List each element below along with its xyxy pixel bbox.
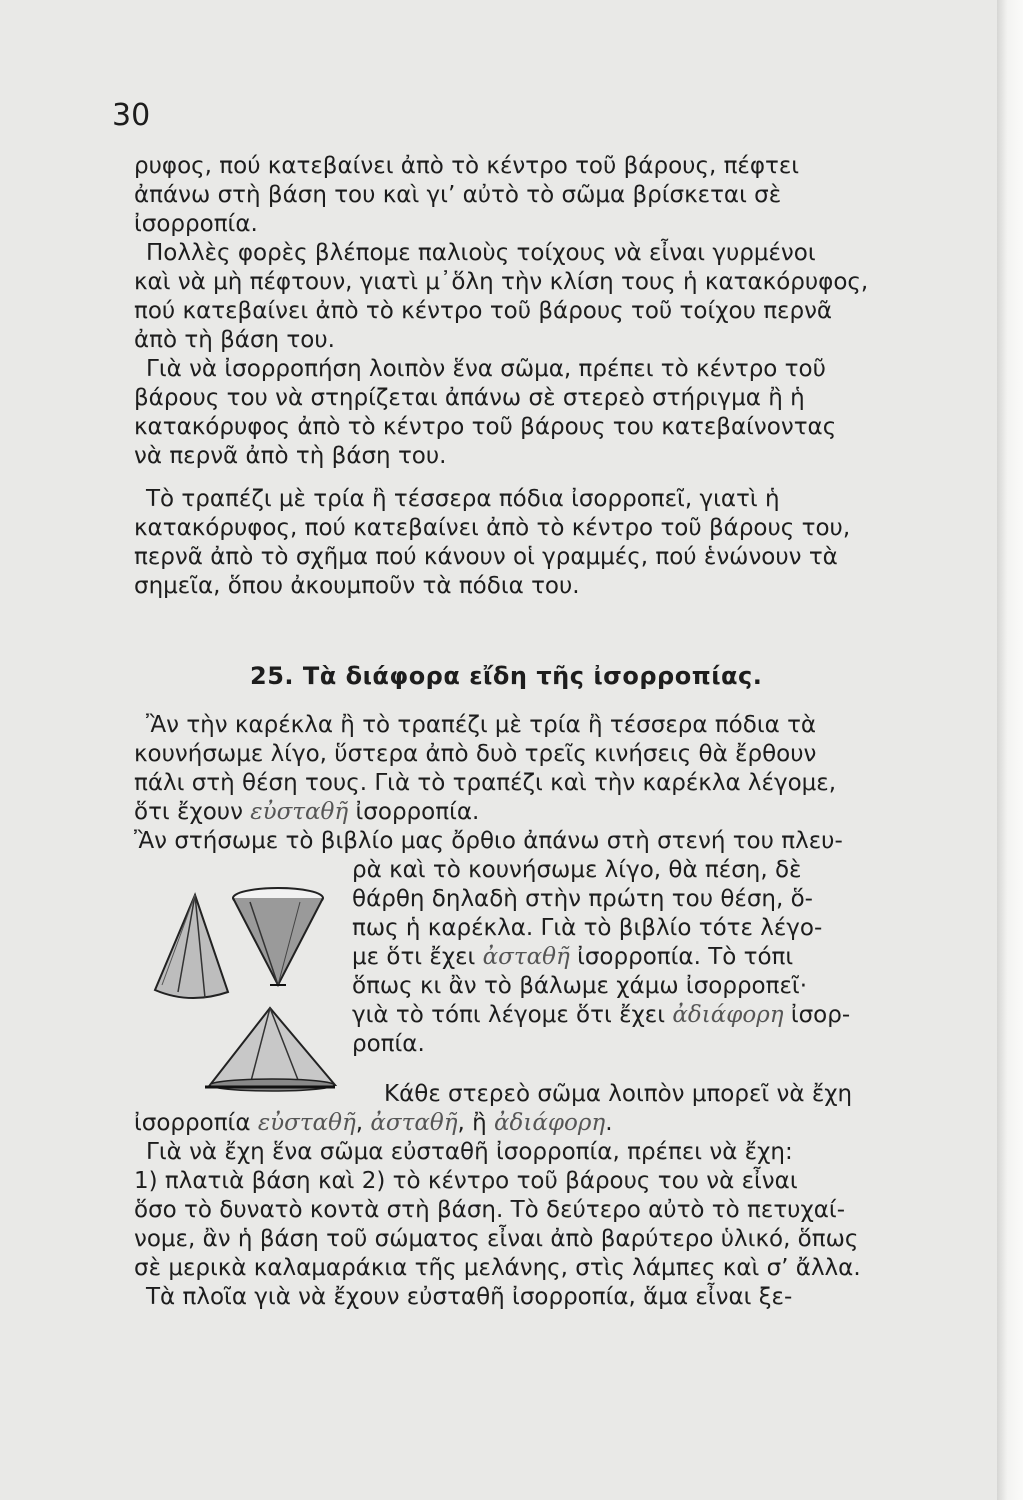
text-line: περνᾶ ἀπὸ τὸ σχῆμα πού κάνουν οἱ γραμμές, πού ἑνώνουν τὰ [134, 544, 838, 570]
text-line: γιὰ τὸ τόπι λέγομε ὅτι ἔχει ἀδιάφορη ἰσορ- [352, 1002, 851, 1028]
text-line: καὶ νὰ μὴ πέφτουν, γιατὶ μ᾽ὅλη τὴν κλίση τους ἡ κατακόρυφος, [134, 269, 869, 295]
section-heading: 25. Τὰ διάφορα εἴδη τῆς ἰσορροπίας. [250, 662, 763, 690]
text-line: Πολλὲς φορὲς βλέπομε παλιοὺς τοίχους νὰ εἶναι γυρμένοι [146, 240, 816, 266]
text-line: με ὅτι ἔχει ἀσταθῆ ἰσορροπία. Τὸ τόπι [352, 944, 794, 970]
body-text-top [134, 152, 904, 601]
text-line: θάρθη δηλαδὴ στὴν πρώτη του θέση, ὅ- [352, 886, 813, 912]
text-line: ἰσορροπία. [134, 211, 258, 237]
text-line: Τὸ τραπέζι μὲ τρία ἢ τέσσερα πόδια ἰσορροπεῖ, γιατὶ ἡ [146, 486, 780, 512]
text-line: κατακόρυφος ἀπὸ τὸ κέντρο τοῦ βάρους του κατεβαίνοντας [134, 414, 837, 440]
cones-illustration-icon [150, 880, 340, 1095]
text-line: ἀπὸ τὴ βάση του. [134, 327, 335, 353]
text-line: ἰσορροπία εὐσταθῆ, ἀσταθῆ, ἢ ἀδιάφορη. [134, 1110, 613, 1136]
text-line: Ἂν στήσωμε τὸ βιβλίο μας ὄρθιο ἀπάνω στὴ στενή του πλευ- [134, 828, 843, 854]
text-line: πάλι στὴ θέση τους. Γιὰ τὸ τραπέζι καὶ τὴν καρέκλα λέγομε, [134, 770, 837, 796]
page-edge [997, 0, 1023, 1500]
text-line: Γιὰ νὰ ἔχη ἕνα σῶμα εὐσταθῆ ἰσορροπία, πρέπει νὰ ἔχη: [146, 1139, 793, 1165]
text-line: πως ἡ καρέκλα. Γιὰ τὸ βιβλίο τότε λέγο- [352, 915, 823, 941]
text-line: ὅσο τὸ δυνατὸ κοντὰ στὴ βάση. Τὸ δεύτερο αὐτὸ τὸ πετυχαί- [134, 1197, 846, 1223]
text-line: 1) πλατιὰ βάση καὶ 2) τὸ κέντρο τοῦ βάρους του νὰ εἶναι [134, 1168, 798, 1194]
text-line: Τὰ πλοῖα γιὰ νὰ ἔχουν εὐσταθῆ ἰσορροπία, ἅμα εἶναι ξε- [146, 1284, 793, 1310]
text-line: Κάθε στερεὸ σῶμα λοιπὸν μπορεῖ νὰ ἔχη [384, 1081, 853, 1107]
text-line: σὲ μερικὰ καλαμαράκια τῆς μελάνης, στὶς λάμπες καὶ σ’ ἄλλα. [134, 1255, 861, 1281]
text-line: ροπία. [352, 1031, 425, 1057]
text-line: Ἂν τὴν καρέκλα ἢ τὸ τραπέζι μὲ τρία ἢ τέσσερα πόδια τὰ [146, 712, 817, 738]
text-line: Γιὰ νὰ ἰσορροπήση λοιπὸν ἕνα σῶμα, πρέπει τὸ κέντρο τοῦ [146, 356, 826, 382]
text-line: νὰ περνᾶ ἀπὸ τὴ βάση του. [134, 443, 447, 469]
body-text-bottom [134, 1080, 904, 1312]
text-line: κατακόρυφος, πού κατεβαίνει ἀπὸ τὸ κέντρο τοῦ βάρους του, [134, 515, 851, 541]
standing-cone [155, 895, 228, 998]
lying-cone [205, 1008, 335, 1091]
text-line: ρυφος, πού κατεβαίνει ἀπὸ τὸ κέντρο τοῦ βάρους, πέφτει [134, 153, 800, 179]
text-line: ρὰ καὶ τὸ κουνήσωμε λίγο, θὰ πέση, δὲ [352, 857, 802, 883]
text-line: πού κατεβαίνει ἀπὸ τὸ κέντρο τοῦ βάρους τοῦ τοίχου περνᾶ [134, 298, 833, 324]
inverted-cone [233, 888, 323, 985]
text-line: ὅπως κι ἂν τὸ βάλωμε χάμω ἰσορροπεῖ· [352, 973, 808, 999]
text-line: κουνήσωμε λίγο, ὕστερα ἀπὸ δυὸ τρεῖς κινήσεις θὰ ἔρθουν [134, 741, 817, 767]
text-line: ὅτι ἔχουν εὐσταθῆ ἰσορροπία. [134, 799, 480, 825]
text-line: σημεῖα, ὅπου ἀκουμποῦν τὰ πόδια του. [134, 573, 580, 599]
page-number: 30 [112, 98, 151, 133]
text-line: ἀπάνω στὴ βάση του καὶ γι’ αὐτὸ τὸ σῶμα βρίσκεται σὲ [134, 182, 782, 208]
text-line: βάρους του νὰ στηρίζεται ἀπάνω σὲ στερεὸ στήριγμα ἢ ἡ [134, 385, 805, 411]
text-line: νομε, ἂν ἡ βάση τοῦ σώματος εἶναι ἀπὸ βαρύτερο ὑλικό, ὅπως [134, 1226, 859, 1252]
